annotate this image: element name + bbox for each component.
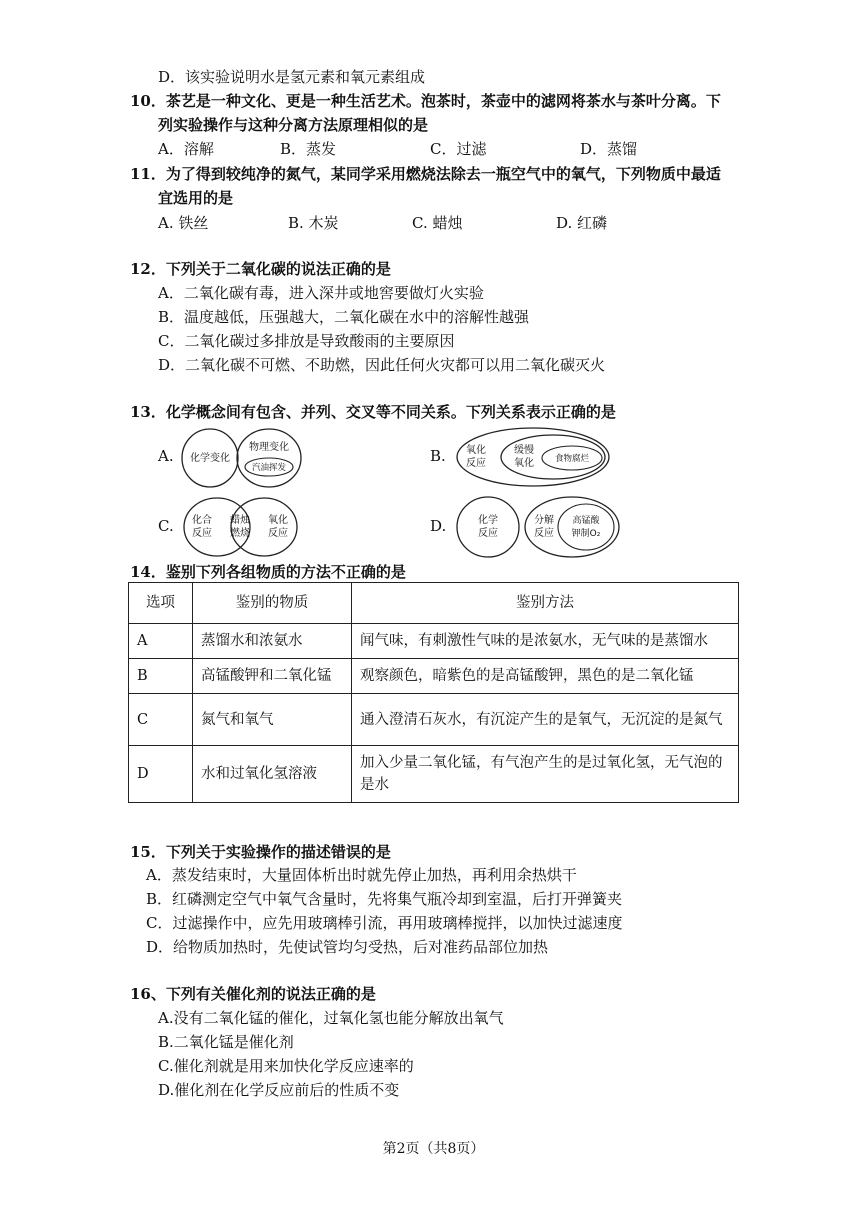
c-mid-text-1: 蜡烛: [230, 515, 250, 526]
q11-stem-line2: 宜选用的是: [158, 189, 234, 207]
c-right-text-1: 氧化: [268, 515, 288, 526]
d-right-text-2: 反应: [534, 528, 554, 539]
d-inner-circle: [558, 504, 614, 550]
q14-stem: 14．鉴别下列各组物质的方法不正确的是: [130, 563, 406, 581]
c-left-text-1: 化合: [192, 515, 212, 526]
q14-row-a-method: 闻气味，有刺激性气味的是浓氨水，无气味的是蒸馏水: [352, 624, 739, 659]
q13-label-d: D.: [430, 517, 447, 535]
d-inner-text-2: 钾制O₂: [571, 529, 601, 539]
q10-stem-line1: 10．茶艺是一种文化、更是一种生活艺术。泡茶时，茶壶中的滤网将茶水与茶叶分离。下: [130, 92, 721, 110]
q16-option-d: D.催化剂在化学反应前后的性质不变: [158, 1081, 400, 1099]
q12-stem: 12．下列关于二氧化碳的说法正确的是: [130, 260, 391, 278]
q16-option-a: A.没有二氧化锰的催化，过氧化氢也能分解放出氧气: [158, 1009, 504, 1027]
q11-option-c: C. 蜡烛: [412, 214, 463, 232]
q16-option-b: B.二氧化锰是催化剂: [158, 1033, 294, 1051]
b-outer-text-1: 氧化: [466, 445, 486, 456]
q11-option-d: D. 红磷: [556, 214, 608, 232]
q14-header-option: 选项: [129, 583, 193, 624]
q11-options: [0, 212, 867, 232]
d-left-text-1: 化学: [478, 515, 498, 526]
table-row: [129, 624, 739, 659]
q14-row-d-substance: 水和过氧化氢溶液: [193, 746, 352, 803]
c-mid-text-2: 燃烧: [230, 528, 250, 539]
q12-option-c: C．二氧化碳过多排放是导致酸雨的主要原因: [158, 332, 455, 350]
q15-option-a: A．蒸发结束时，大量固体析出时就先停止加热，再利用余热烘干: [146, 866, 577, 884]
c-left-text-2: 反应: [192, 528, 212, 539]
table-row: [129, 659, 739, 694]
d-right-circle: [525, 497, 619, 557]
a-left-text: 化学变化: [190, 453, 230, 464]
q14-row-a-substance: 蒸馏水和浓氨水: [193, 624, 352, 659]
q9-option-d: D．该实验说明水是氢元素和氧元素组成: [158, 68, 426, 86]
d-inner-text-1: 高锰酸: [572, 516, 600, 526]
q13-label-a: A.: [158, 447, 174, 465]
q12-option-b: B．温度越低，压强越大，二氧化碳在水中的溶解性越强: [158, 308, 530, 326]
q15-stem: 15．下列关于实验操作的描述错误的是: [130, 843, 391, 861]
b-outer-text-2: 反应: [466, 458, 486, 469]
b-middle-ellipse: [501, 435, 605, 479]
q11-option-a: A. 铁丝: [158, 214, 209, 232]
q15-option-d: D．给物质加热时，先使试管均匀受热，后对准药品部位加热: [146, 938, 549, 956]
q10-option-c: C．过滤: [430, 140, 487, 158]
q16-option-c: C.催化剂就是用来加快化学反应速率的: [158, 1057, 414, 1075]
q14-table: [128, 582, 739, 803]
q15-option-b: B．红磷测定空气中氧气含量时，先将集气瓶冷却到室温，后打开弹簧夹: [146, 890, 623, 908]
table-row: [129, 694, 739, 746]
q13-diagram-c: [182, 495, 300, 559]
d-left-circle: [457, 497, 519, 557]
q11-stem-line1: 11．为了得到较纯净的氮气，某同学采用燃烧法除去一瓶空气中的氧气，下列物质中最适: [130, 165, 721, 183]
c-right-circle: [231, 498, 297, 556]
q10-options: [0, 138, 867, 158]
q14-row-b-substance: 高锰酸钾和二氧化锰: [193, 659, 352, 694]
q10-option-b: B．蒸发: [280, 140, 337, 158]
c-right-text-2: 反应: [268, 528, 288, 539]
q15-option-c: C．过滤操作中，应先用玻璃棒引流，再用玻璃棒搅拌，以加快过滤速度: [146, 914, 623, 932]
q14-row-a-option: A: [129, 624, 193, 659]
q14-header-method: 鉴别方法: [352, 583, 739, 624]
q10-option-d: D．蒸馏: [580, 140, 638, 158]
q13-label-c: C.: [158, 517, 174, 535]
q14-row-b-option: B: [129, 659, 193, 694]
q14-row-b-method: 观察颜色，暗紫色的是高锰酸钾，黑色的是二氧化锰: [352, 659, 739, 694]
q13-diagram-b: [454, 425, 614, 489]
q14-row-c-method: 通入澄清石灰水，有沉淀产生的是氧气，无沉淀的是氮气: [352, 694, 739, 746]
table-row: [129, 746, 739, 803]
a-inner-text: 汽油挥发: [251, 463, 287, 473]
q14-row-c-option: C: [129, 694, 193, 746]
page-number: 第2页（共8页）: [382, 1141, 485, 1157]
q14-row-d-option: D: [129, 746, 193, 803]
q13-label-b: B.: [430, 447, 446, 465]
q16-stem: 16、下列有关催化剂的说法正确的是: [130, 985, 376, 1003]
q13-stem: 13．化学概念间有包含、并列、交叉等不同关系。下列关系表示正确的是: [130, 403, 616, 421]
q12-option-d: D．二氧化碳不可燃、不助燃，因此任何火灾都可以用二氧化碳灭火: [158, 356, 606, 374]
q13-diagram-d: [454, 493, 634, 561]
q10-stem-line2: 列实验操作与这种分离方法原理相似的是: [158, 116, 429, 134]
q14-row-c-substance: 氮气和氧气: [193, 694, 352, 746]
b-mid-text-2: 氧化: [514, 458, 534, 469]
b-inner-text: 食物腐烂: [554, 454, 590, 464]
d-right-text-1: 分解: [534, 515, 554, 526]
q10-option-a: A．溶解: [158, 140, 214, 158]
q12-option-a: A．二氧化碳有毒，进入深井或地窖要做灯火实验: [158, 284, 484, 302]
q14-header-substance: 鉴别的物质: [193, 583, 352, 624]
a-right-text: 物理变化: [249, 442, 289, 453]
b-mid-text-1: 缓慢: [514, 445, 534, 456]
q13-diagram-a: [180, 425, 305, 491]
d-left-text-2: 反应: [478, 528, 498, 539]
q14-row-d-method: 加入少量二氧化锰，有气泡产生的是过氧化氢，无气泡的是水: [352, 746, 739, 803]
q11-option-b: B. 木炭: [288, 214, 339, 232]
q14-header-row: [129, 583, 739, 624]
